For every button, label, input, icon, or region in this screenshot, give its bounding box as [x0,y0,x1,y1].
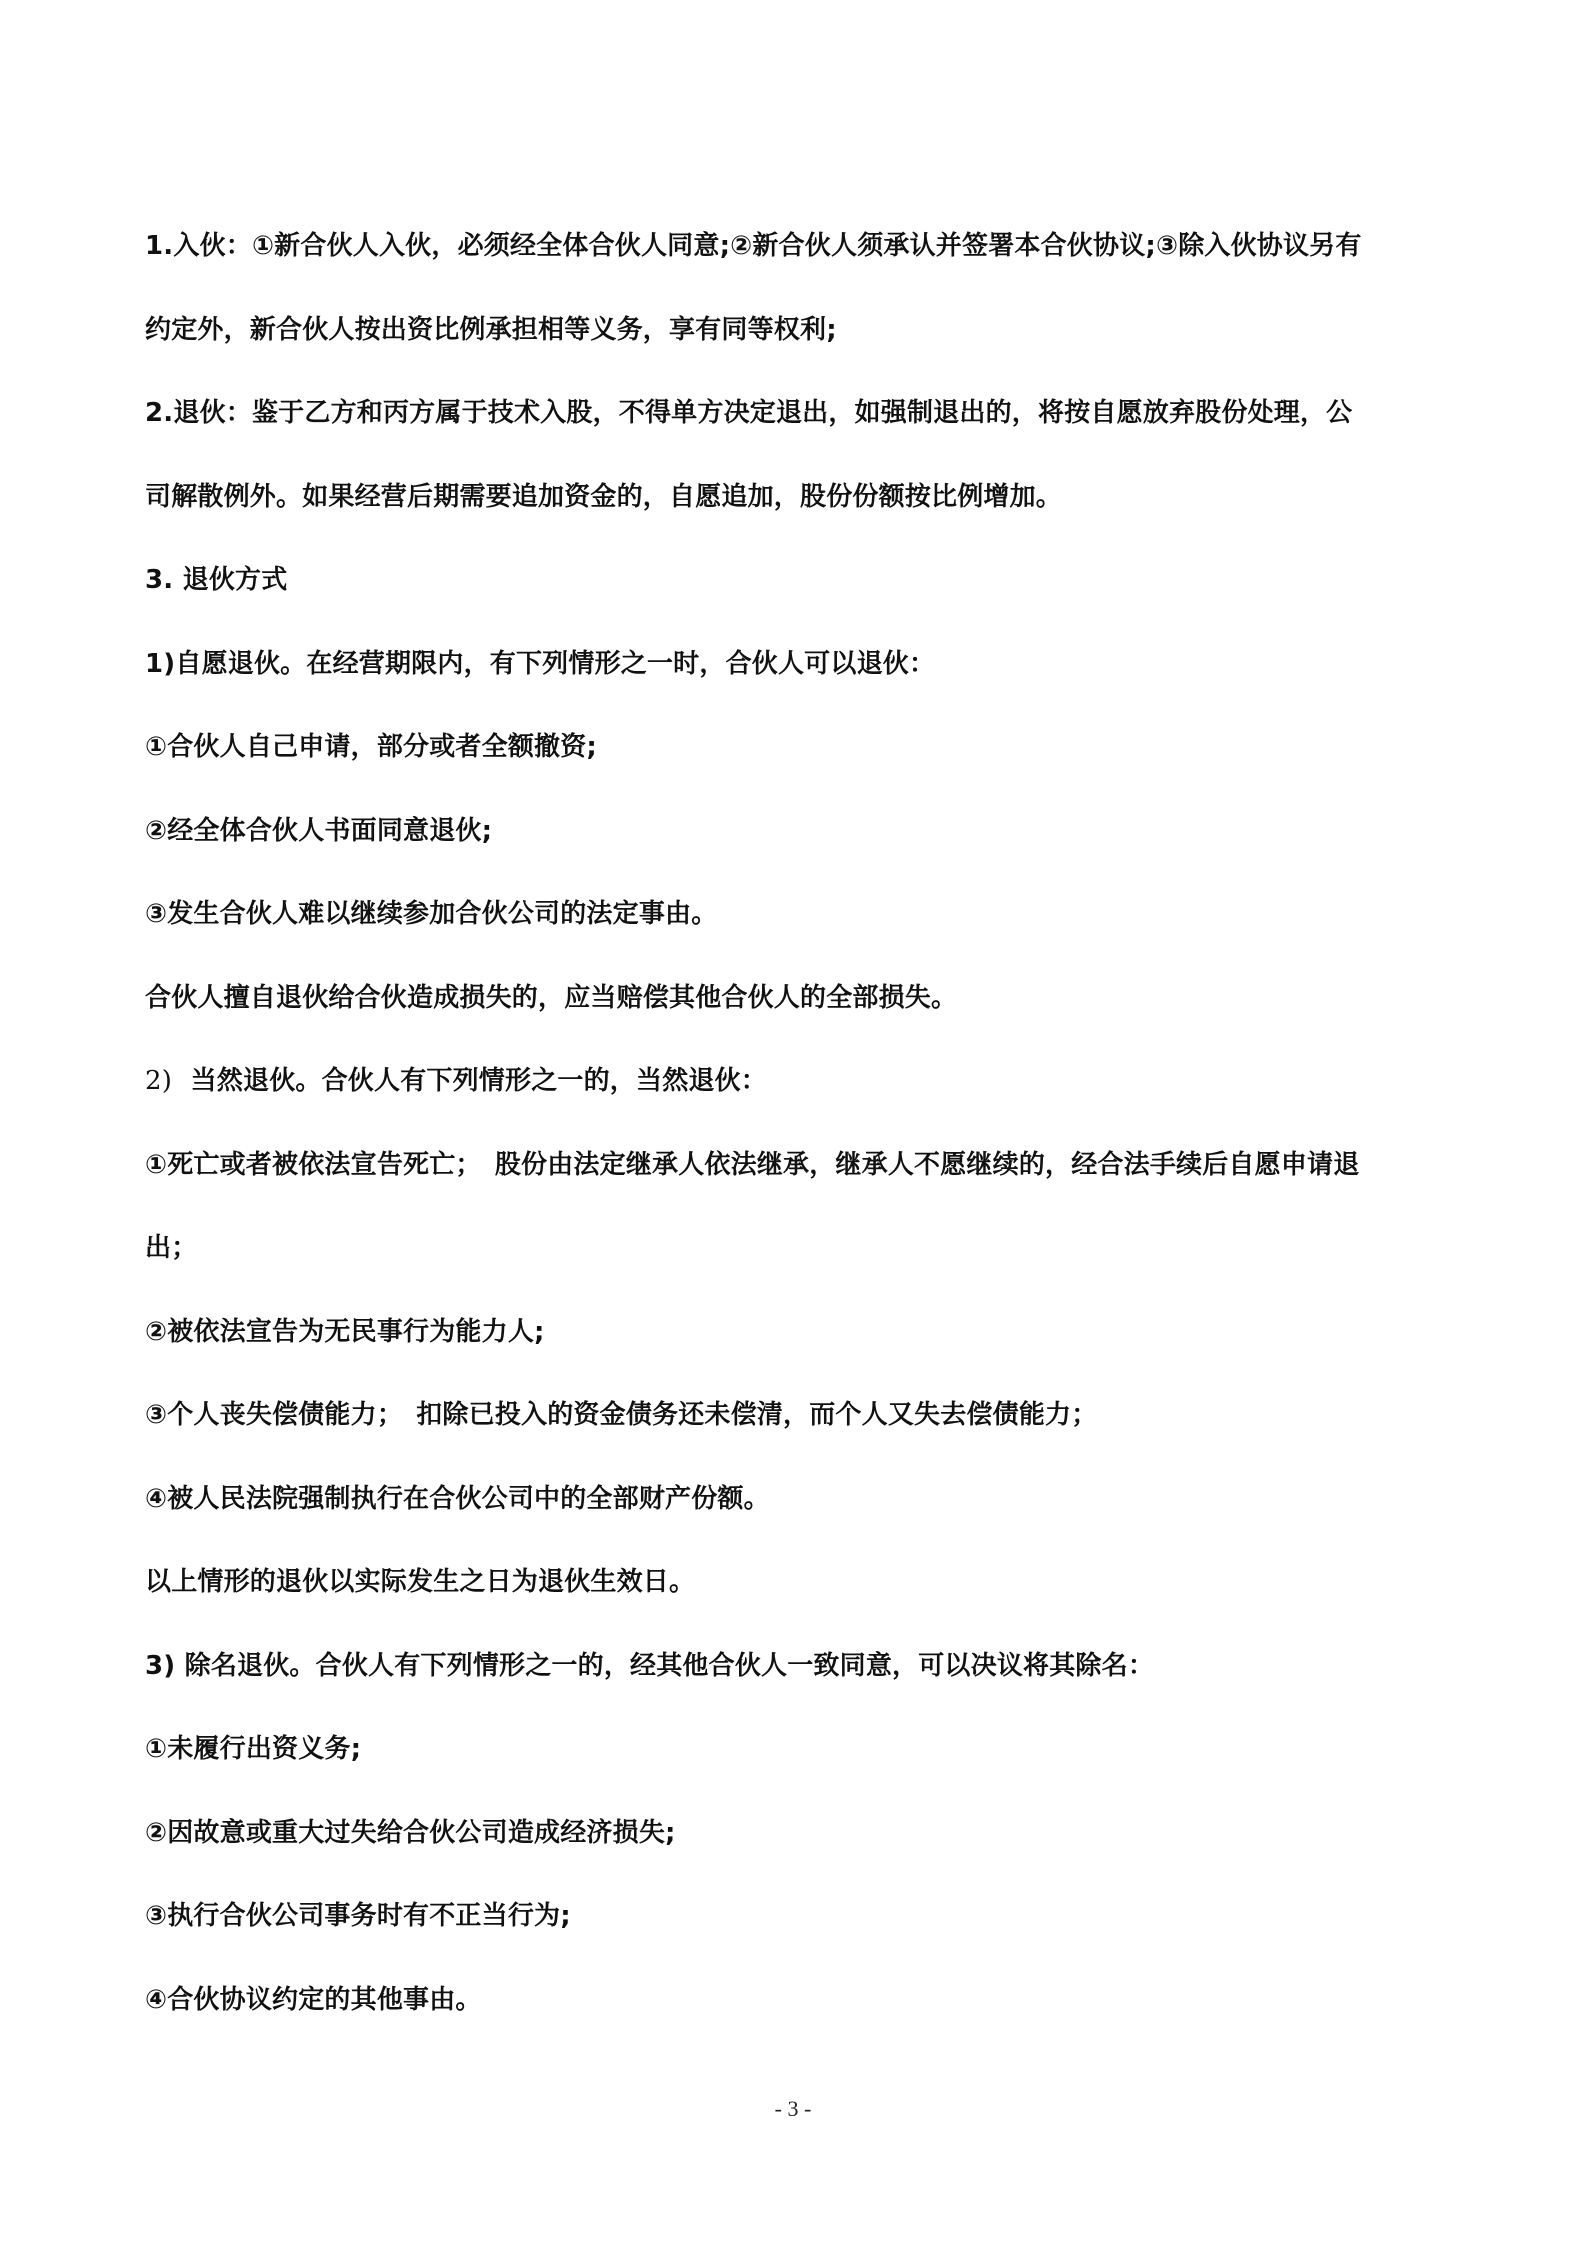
list-item-automatic-1b: 出； [145,1233,198,1263]
text-line-withdrawal-1: 2.退伙：鉴于乙方和丙方属于技术入股，不得单方决定退出，如强制退出的，将按自愿放弃股份处理，公 [145,398,1353,428]
list-item-expulsion-3: ③执行合伙公司事务时有不正当行为; [145,1901,571,1931]
text-line-unauthorized-withdrawal: 合伙人擅自退伙给合伙造成损失的，应当赔偿其他合伙人的全部损失。 [145,982,958,1013]
document-body [145,205,1445,2042]
list-item-automatic-2: ②被依法宣告为无民事行为能力人; [145,1316,545,1347]
page-number: - 3 - [774,2096,812,2121]
text-line-effective-date: 以上情形的退伙以实际发生之日为退伙生效日。 [145,1567,696,1597]
text-line-automatic-withdrawal [145,1040,1445,1124]
text-line-withdrawal-2: 司解散例外。如果经营后期需要追加资金的，自愿追加，股份份额按比例增加。 [145,481,1063,512]
list-item-expulsion-4: ④合伙协议约定的其他事由。 [145,1984,482,2015]
text-line-voluntary-withdrawal: 1)自愿退伙。在经营期限内，有下列情形之一时，合伙人可以退伙： [145,648,936,679]
list-item-automatic-1a: ①死亡或者被依法宣告死亡； 股份由法定继承人依法继承，继承人不愿继续的，经合法手续后自愿申请退 [145,1149,1360,1180]
list-item-automatic-3: ③个人丧失偿债能力； 扣除已投入的资金债务还未偿清，而个人又失去偿债能力； [145,1400,1098,1430]
list-item-expulsion-1: ①未履行出资义务; [145,1734,362,1764]
automatic-withdrawal-text: 当然退伙。合伙人有下列情形之一的，当然退伙： [190,1066,768,1096]
list-item-voluntary-1: ①合伙人自己申请，部分或者全额撤资; [145,732,598,762]
list-item-voluntary-3: ③发生合伙人难以继续参加合伙公司的法定事由。 [145,899,718,929]
automatic-withdrawal-number: 2) [145,1066,173,1096]
text-line-expulsion: 3) 除名退伙。合伙人有下列情形之一的，经其他合伙人一致同意，可以决议将其除名： [145,1650,1155,1681]
text-line-entry-partnership-1: 1.入伙：①新合伙人入伙，必须经全体合伙人同意;②新合伙人须承认并签署本合伙协议;③除入伙协议另有 [145,231,1362,261]
list-item-voluntary-2: ②经全体合伙人书面同意退伙; [145,815,493,846]
list-item-expulsion-2: ②因故意或重大过失给合伙公司造成经济损失; [145,1817,676,1848]
section-heading-withdrawal-methods: 3. 退伙方式 [145,565,288,595]
list-item-automatic-4: ④被人民法院强制执行在合伙公司中的全部财产份额。 [145,1483,770,1514]
text-line-entry-partnership-2: 约定外，新合伙人按出资比例承担相等义务，享有同等权利; [145,314,837,345]
